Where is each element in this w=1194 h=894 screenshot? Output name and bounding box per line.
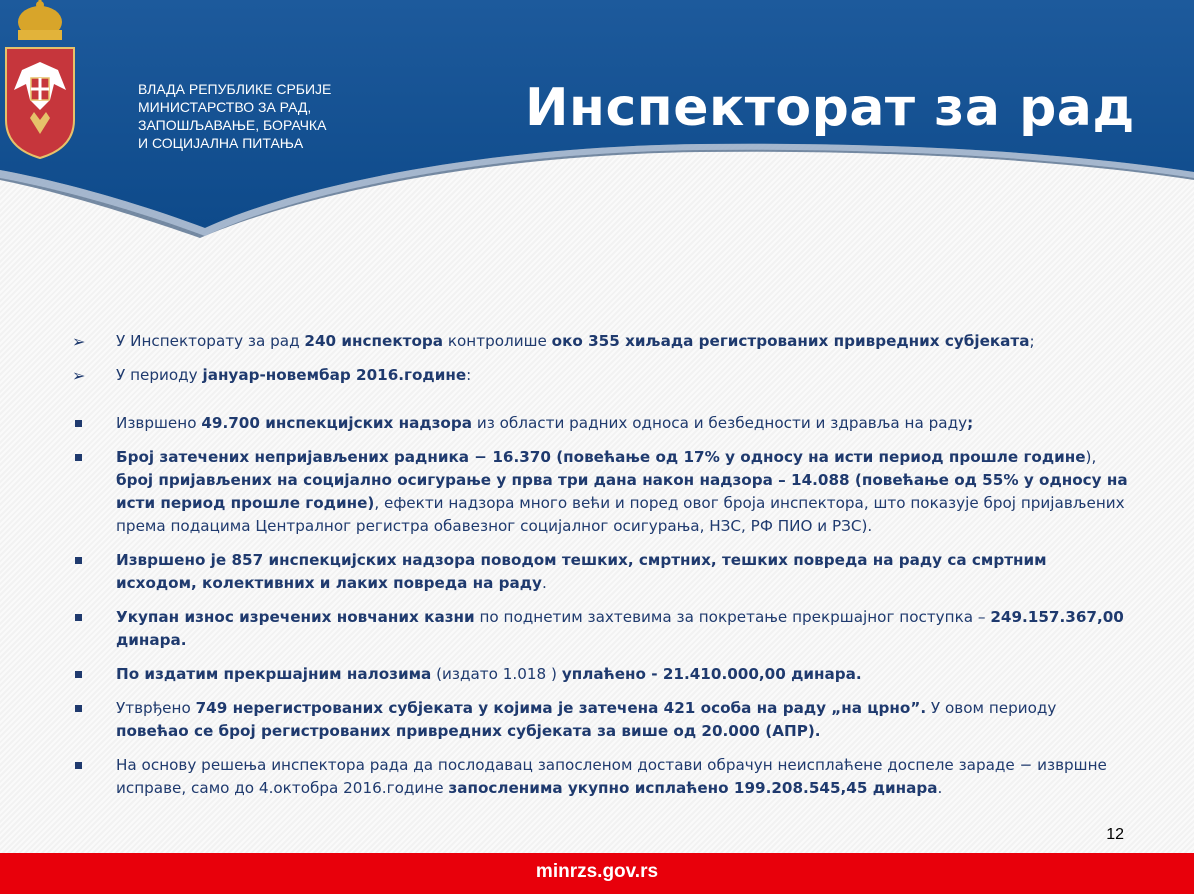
list-item-text [116, 448, 1128, 535]
bold-text: Укупан износ изречених новчаних казни [116, 608, 475, 626]
text-segment: ), [1085, 448, 1097, 466]
list-item-text [116, 366, 471, 384]
text-segment: , ефекти надзора много већи и поред овог броја инспектора, што показује број пријављених према подацима Централног регистра обавезног социјалног осигурања, НЗС, РФ ПИО и РЗС). [116, 494, 1125, 535]
ministry-line: ВЛАДА РЕПУБЛИКЕ СРБИЈЕ [138, 81, 332, 97]
list-item [72, 606, 1132, 652]
list-item [72, 754, 1132, 800]
ministry-line: И СОЦИЈАЛНА ПИТАЊА [138, 135, 304, 151]
bold-text: Извршено је 857 инспекцијских надзора поводом тешких, смртних, тешких повреда на раду са смртним исходом, колективних и лаких повреда на раду [116, 551, 1047, 592]
spacer [72, 398, 1132, 412]
bold-text: запосленима укупно исплаћено 199.208.545,45 динара [448, 779, 938, 797]
bold-text: 749 нерегистрованих субјеката у којима је затечена 421 особа на раду „на црно”. [195, 699, 927, 717]
footer-url: minrzs.gov.rs [535, 861, 659, 882]
bold-text: повећао се број регистрованих привредних субјеката за више од 20.000 (АПР). [116, 722, 821, 740]
text-segment: по поднетим захтевима за покретање прекршајног поступка – [474, 608, 991, 626]
bold-text: око 355 хиљада регистрованих привредних субјеката [551, 332, 1030, 350]
bold-text: По издатим прекршајним налозима [116, 665, 432, 683]
text-segment: У Инспекторату за рад [116, 332, 305, 350]
list-item [72, 412, 1132, 435]
text-segment: Извршено [116, 414, 202, 432]
bold-text: 49.700 инспекцијских надзора [201, 414, 472, 432]
square-bullet-icon [75, 671, 82, 678]
header-banner [0, 0, 1194, 250]
page-title: Инспекторат за рад [525, 78, 1135, 138]
list-item [72, 697, 1132, 743]
bold-text: 240 инспектора [304, 332, 443, 350]
square-bullet-icon [75, 614, 82, 621]
text-segment: : [466, 366, 472, 384]
text-segment: У овом периоду [926, 699, 1057, 717]
list-item [72, 330, 1132, 353]
list-item [72, 364, 1132, 387]
square-bullet-icon [75, 762, 82, 769]
list-item [72, 549, 1132, 595]
arrow-bullet-icon: ➢ [72, 332, 86, 351]
text-segment: из области радних односа и безбедности и здравља на раду [472, 414, 968, 432]
text-segment: . [541, 574, 547, 592]
bold-text: 249.157.367,00 динара. [116, 608, 1124, 649]
footer-bar [0, 853, 1194, 894]
text-segment: . [937, 779, 943, 797]
list-item-text [116, 699, 1056, 740]
square-bullet-icon [75, 705, 82, 712]
bold-text: ; [967, 414, 974, 432]
text-segment: На основу решења инспектора рада да послодавац запосленом достави обрачун неисплаћене доспеле зараде − извршне исправе, само до 4.октобра 2016.године [116, 756, 1107, 797]
list-item [72, 663, 1132, 686]
coat-of-arms-icon [0, 0, 80, 160]
arrow-bullet-icon: ➢ [72, 366, 86, 385]
ministry-line: МИНИСТАРСТВО ЗА РАД, [138, 99, 312, 115]
ministry-line: ЗАПОШЉАВАЊЕ, БОРАЧКА [138, 117, 327, 133]
text-segment: Утврђено [116, 699, 196, 717]
text-segment: ; [1029, 332, 1035, 350]
bold-text: број пријављених на социјално осигурање у прва три дана након надзора – 14.088 (повећање од 55% у односу на исти период прошле године) [116, 471, 1128, 512]
text-segment: контролише [443, 332, 552, 350]
square-bullet-icon [75, 420, 82, 427]
ministry-name [138, 80, 331, 152]
bullet-list [72, 330, 1132, 811]
square-bullet-icon [75, 454, 82, 461]
text-segment: У периоду [116, 366, 203, 384]
page-number: 12 [1106, 826, 1124, 843]
bold-text: јануар-новембар 2016.године [202, 366, 467, 384]
list-item-text [116, 551, 1047, 592]
list-item-text [116, 414, 973, 432]
list-item-text [116, 608, 1124, 649]
list-item [72, 446, 1132, 538]
bold-text: уплаћено - 21.410.000,00 динара. [561, 665, 862, 683]
list-item-text [116, 756, 1107, 797]
bold-text: Број затечених непријављених радника − 16.370 (повећање од 17% у односу на исти период прошле године [116, 448, 1086, 466]
list-item-text [116, 332, 1035, 350]
text-segment: (издато 1.018 ) [431, 665, 562, 683]
square-bullet-icon [75, 557, 82, 564]
list-item-text [116, 665, 862, 683]
